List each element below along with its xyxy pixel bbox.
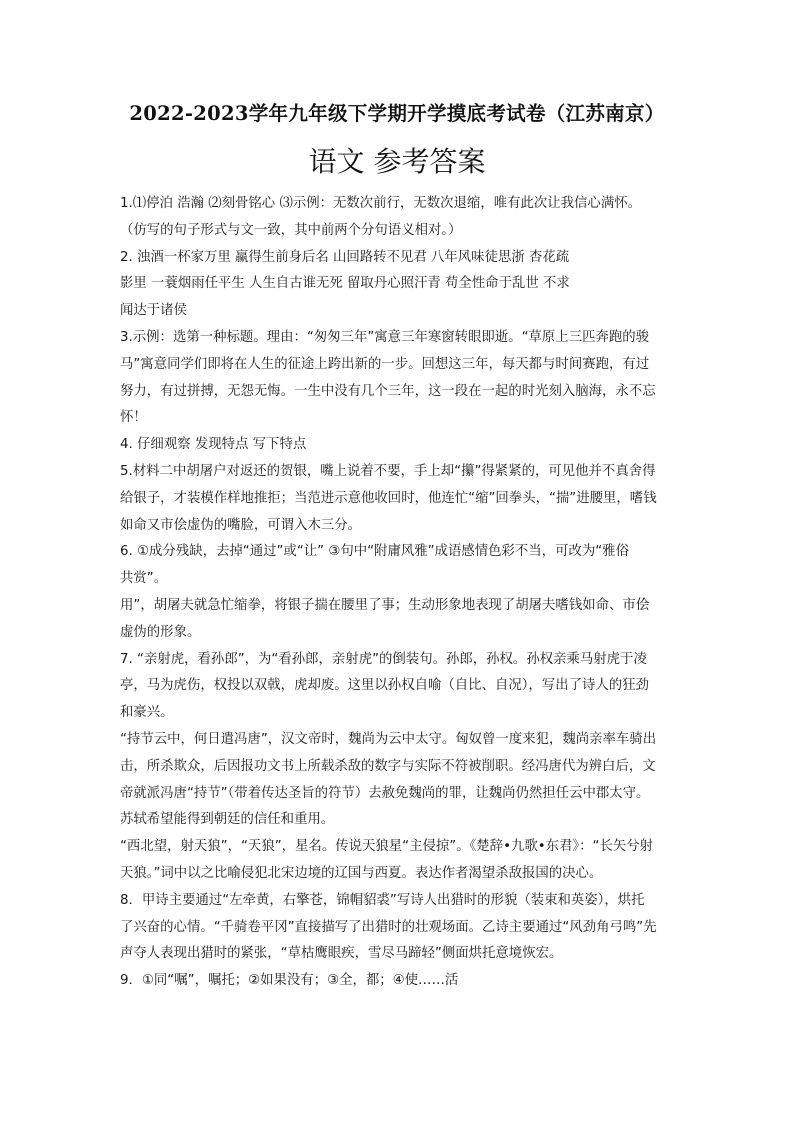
answer-line: 如命又市侩虚伪的嘴脸，可谓入木三分。 [120,517,362,533]
answer-line: 5.材料二中胡屠户对返还的贺银，嘴上说着不要，手上却“攥”得紧紧的，可见他并不真舍得 [120,463,656,479]
answer-line: 6. ①成分残缺，去掉“通过”或“让” ③句中“附庸风雅”成语感情色彩不当，可改为“雅俗 [120,544,629,560]
answer-line: 帝就派冯唐“持节”（带着传达圣旨的符节）去赦免魏尚的罪，让魏尚仍然担任云中郡太守。 [120,785,650,801]
answer-line: 4. 仔细观察 发现特点 写下特点 [120,437,307,453]
answer-line: 马”寓意同学们即将在人生的征途上跨出新的一步。回想这三年，每天都与时间赛跑，有过 [120,356,650,372]
answer-line: 天狼。”词中以之比喻侵犯北宋边境的辽国与西夏。表达作者渴望杀敌报国的决心。 [120,865,603,881]
answer-line: 努力，有过拼搏，无怨无悔。一生中没有几个三年，这一段在一起的时光刻入脑海，永不忘 [120,383,656,399]
answer-line: 亭，马为虎伤，权投以双戟，虎却废。这里以孙权自喻（自比、自况），写出了诗人的狂劲 [120,678,649,694]
answer-line: “持节云中，何日遣冯唐”，汉文帝时，魏尚为云中太守。匈奴曾一度来犯，魏尚亲率车骑出 [120,731,657,747]
answer-line: 影里 一蓑烟雨任平生 人生自古谁无死 留取丹心照汗青 苟全性命于乱世 不求 [120,276,570,292]
answer-line: 击，所杀欺众，后因报功文书上所载杀敌的数字与实际不符被削职。经冯唐代为辨白后，文 [120,758,656,774]
answer-line: 3.示例：选第一种标题。理由：“匆匆三年”寓意三年寒窗转眼即逝。“草原上三匹奔跑的骏 [120,329,650,345]
answer-line: 虚伪的形象。 [120,624,201,640]
answer-line: （仿写的句子形式与文一致，其中前两个分句语义相对。） [120,222,462,238]
answer-line: 8．甲诗主要通过“左牵黄，右擎苍，锦帽貂裘”写诗人出猎时的形貌（装束和英姿），烘托 [120,892,645,908]
answer-line: 怀！ [120,410,147,426]
answer-line: 9．①同“嘱”，嘱托；②如果没有；③全，都；④使……活 [120,973,459,989]
answer-line: 用”，胡屠夫就急忙缩拳，将银子揣在腰里了事；生动形象地表现了胡屠夫嗜钱如命、市侩 [120,597,650,613]
answer-line: “西北望，射天狼”，“天狼”，星名。传说天狼星“主侵掠”。《楚辞•九歌•东君》：“长矢兮射 [120,839,654,855]
answer-body [120,191,690,995]
answer-line: 和豪兴。 [120,705,174,721]
answer-line: 苏轼希望能得到朝廷的信任和重用。 [120,812,335,828]
answer-line: 声夺人表现出猎时的紧张，“草枯鹰眼疾，雪尽马蹄轻”侧面烘托意境恢宏。 [120,946,563,962]
answer-line: 共赏”。 [120,571,168,587]
answer-line: 1.⑴停泊 浩瀚 ⑵刻骨铭心 ⑶示例：无数次前行，无数次退缩，唯有此次让我信心满怀。 [120,196,641,211]
answer-line: 了兴奋的心情。“千骑卷平冈”直接描写了出猎时的壮观场面。乙诗主要通过“风劲角弓鸣”先 [120,919,657,935]
page-subtitle: 语文 参考答案 [308,145,486,178]
page-title: 2022-2023学年九年级下学期开学摸底考试卷（江苏南京） [129,102,665,125]
answer-line: 7. “亲射虎，看孙郎”，为“看孙郎，亲射虎”的倒装句。孙郎，孙权。孙权亲乘马射虎于凌 [120,651,647,667]
answer-line: 给银子，才装模作样地推拒；当范进示意他收回时，他连忙“缩”回拳头，“揣”进腰里，嗜钱 [120,490,657,506]
answer-line: 闻达于诸侯 [120,303,187,319]
answer-line: 2. 浊酒一杯家万里 赢得生前身后名 山回路转不见君 八年风味徒思浙 杏花疏 [120,249,570,265]
